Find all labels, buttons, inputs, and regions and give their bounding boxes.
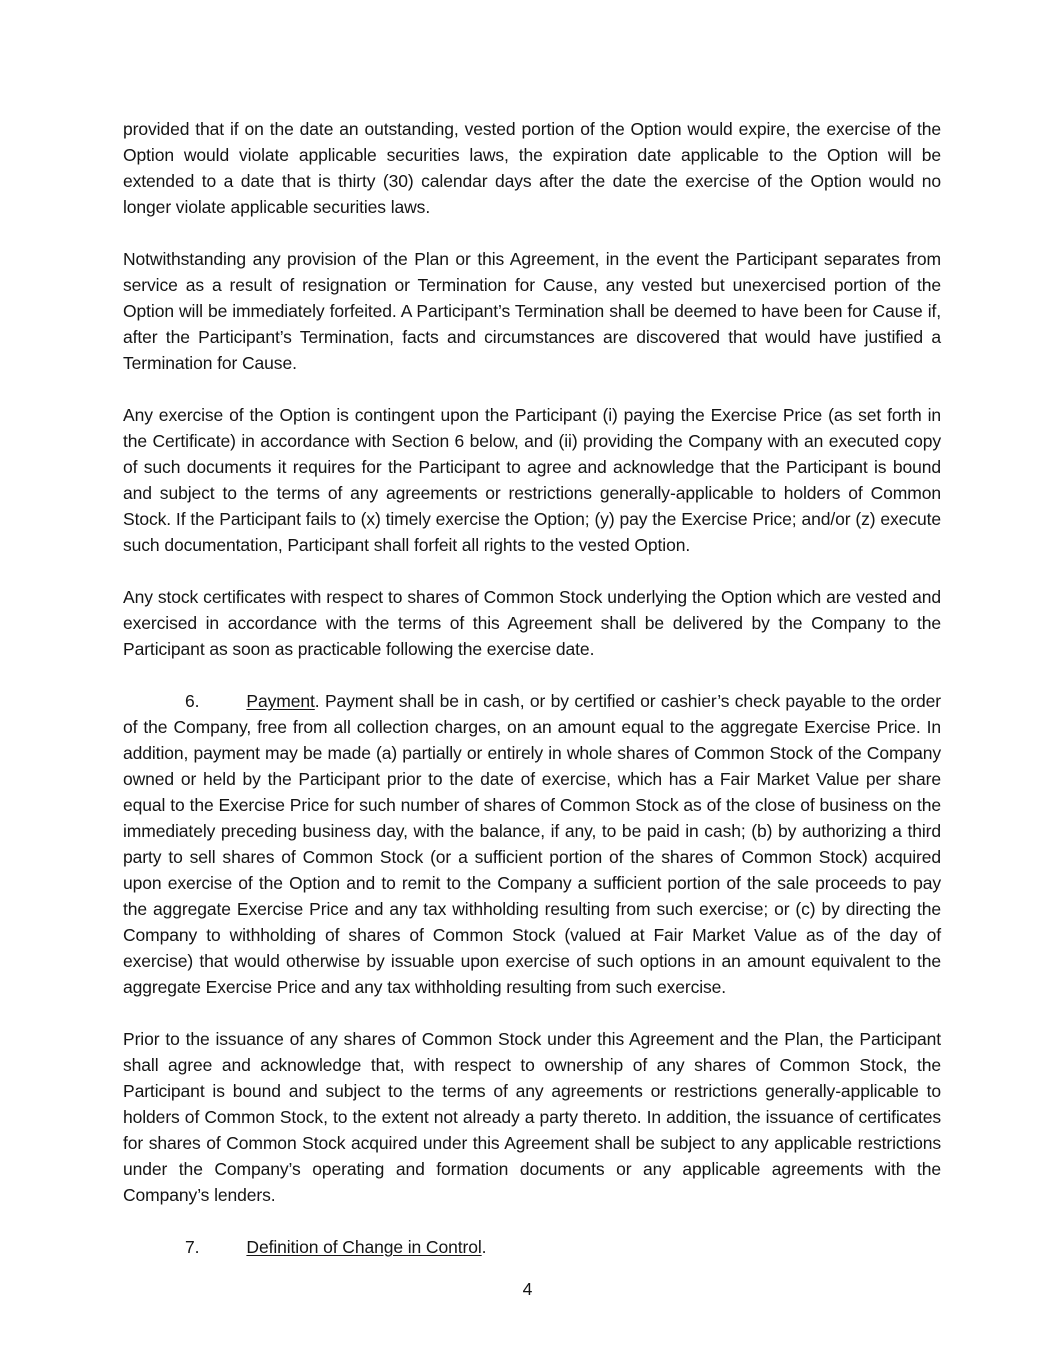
- paragraph-termination-forfeiture: Notwithstanding any provision of the Plan or this Agreement, in the event the Participant separates from service as a result of resignation or Termination for Cause, any vested but unexercised portion of the Option will be immediately forfeited. A Participant’s Termination shall be deemed to have been for Cause if, after the Participant’s Termination, facts and circumstances are discovered that would have justified a Termination for Cause.: [123, 249, 941, 373]
- section-7-heading: Definition of Change in Control: [246, 1237, 482, 1257]
- section-6-number: 6.: [185, 691, 200, 711]
- section-6-heading: Payment: [246, 691, 315, 711]
- section-6-payment: [123, 688, 941, 1000]
- paragraph-stock-certificate-delivery: Any stock certificates with respect to shares of Common Stock underlying the Option which are vested and exercised in accordance with the terms of this Agreement shall be delivered by the Company to the Participant as soon as practicable following the exercise date.: [123, 587, 941, 659]
- document-body: [123, 116, 941, 1286]
- page-number: 4: [522, 1279, 533, 1299]
- section-6-body: . Payment shall be in cash, or by certified or cashier’s check payable to the order of the Company, free from all collection charges, on an amount equal to the aggregate Exercise Price. In addition, payment may be made (a) partially or entirely in whole shares of Common Stock of the Company owned or held by the Participant prior to the date of exercise, which has a Fair Market Value per share equal to the Exercise Price for such number of shares of Common Stock as of the close of business on the immediately preceding business day, with the balance, if any, to be paid in cash; (b) by authorizing a third party to sell shares of Common Stock (or a sufficient portion of the shares of Common Stock) acquired upon exercise of the Option and to remit to the Company a sufficient portion of the sale proceeds to pay the aggregate Exercise Price and any tax withholding resulting from such exercise; or (c) by directing the Company to withholding of shares of Common Stock (valued at Fair Market Value as of the day of exercise) that would otherwise by issuable upon exercise of such options in an amount equivalent to the aggregate Exercise Price and any tax withholding resulting from such exercise.: [123, 691, 941, 997]
- paragraph-option-expiry-extension: provided that if on the date an outstanding, vested portion of the Option would expire, the exercise of the Option would violate applicable securities laws, the expiration date applicable to the Option will be extended to a date that is thirty (30) calendar days after the date the exercise of the Option would no longer violate applicable securities laws.: [123, 119, 941, 217]
- section-7-number: 7.: [185, 1237, 200, 1257]
- paragraph-issuance-restrictions: Prior to the issuance of any shares of Common Stock under this Agreement and the Plan, the Participant shall agree and acknowledge that, with respect to ownership of any shares of Common Stock, the Participant is bound and subject to the terms of any agreements or restrictions generally-applicable to holders of Common Stock, to the extent not already a party thereto. In addition, the issuance of certificates for shares of Common Stock acquired under this Agreement shall be subject to any applicable restrictions under the Company’s operating and formation documents or any applicable agreements with the Company’s lenders.: [123, 1029, 941, 1205]
- section-7-period: .: [481, 1237, 487, 1257]
- section-7-change-in-control: [123, 1234, 941, 1260]
- paragraph-exercise-conditions: Any exercise of the Option is contingent upon the Participant (i) paying the Exercise Price (as set forth in the Certificate) in accordance with Section 6 below, and (ii) providing the Company with an executed copy of such documents it requires for the Participant to agree and acknowledge that the Participant is bound and subject to the terms of any agreements or restrictions generally-applicable to holders of Common Stock. If the Participant fails to (x) timely exercise the Option; (y) pay the Exercise Price; and/or (z) execute such documentation, Participant shall forfeit all rights to the vested Option.: [123, 405, 941, 555]
